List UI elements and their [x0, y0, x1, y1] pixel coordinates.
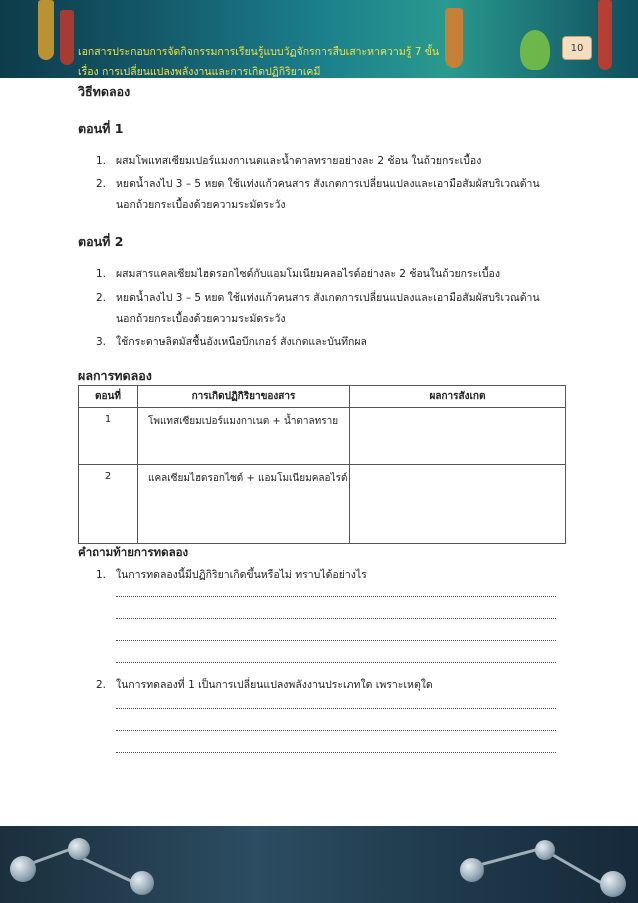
lab-glassware-decoration [598, 0, 612, 70]
table-row [79, 408, 566, 465]
results-heading: ผลการทดลอง [78, 368, 152, 383]
header-title-line1: เอกสารประกอบการจัดกิจกรรมการเรียนรู้แบบวัฏจักรการสืบเสาะหาความรู้ 7 ขั้น [78, 46, 440, 58]
part2-step-2-continued: นอกถ้วยกระเบื้องด้วยความระมัดระวัง [116, 313, 286, 325]
step-number: 3. [96, 336, 107, 348]
table-row [79, 465, 566, 544]
header-title-line2: เรื่อง การเปลี่ยนแปลงพลังงานและการเกิดปฏิกิริยาเคมี [78, 66, 321, 78]
part2-step-3 [96, 333, 367, 350]
lab-glassware-decoration [520, 30, 550, 70]
molecule-decoration [460, 858, 484, 882]
part1-heading: ตอนที่ 1 [78, 121, 124, 136]
cell-part: 2 [79, 465, 138, 544]
procedure-heading: วิธีทดลอง [78, 84, 131, 99]
question-text: ในการทดลองที่ 1 เป็นการเปลี่ยนแปลงพลังงานประเภทใด เพราะเหตุใด [116, 679, 433, 691]
part2-step-1 [96, 265, 500, 282]
question-number: 1. [96, 569, 107, 581]
page-header [0, 0, 638, 78]
answer-line[interactable] [116, 752, 556, 753]
part1-step-2 [96, 175, 540, 192]
step-number: 1. [96, 268, 107, 280]
part1-step-2-continued: นอกถ้วยกระเบื้องด้วยความระมัดระวัง [116, 199, 286, 211]
answer-line[interactable] [116, 640, 556, 641]
molecule-decoration [68, 838, 90, 860]
question-2 [96, 676, 433, 693]
cell-observation[interactable] [350, 465, 566, 544]
question-1 [96, 566, 367, 583]
question-number: 2. [96, 679, 107, 691]
step-text: หยดน้ำลงไป 3 – 5 หยด ใช้แท่งแก้วคนสาร สังเกตการเปลี่ยนแปลงและเอามือสัมผัสบริเวณด้าน [116, 178, 540, 190]
cell-part: 1 [79, 408, 138, 465]
lab-glassware-decoration [60, 10, 74, 65]
step-number: 1. [96, 155, 107, 167]
answer-line[interactable] [116, 730, 556, 731]
answer-line[interactable] [116, 708, 556, 709]
molecule-decoration [600, 871, 626, 897]
question-text: ในการทดลองนี้มีปฏิกิริยาเกิดขึ้นหรือไม่ ทราบได้อย่างไร [116, 569, 367, 581]
cell-reaction: แคลเซียมไฮดรอกไซด์ + แอมโมเนียมคลอไรด์ [138, 465, 350, 544]
lab-glassware-decoration [445, 8, 463, 68]
page-footer [0, 826, 638, 903]
molecule-decoration [10, 856, 36, 882]
molecule-decoration [130, 871, 154, 895]
answer-line[interactable] [116, 618, 556, 619]
answer-line[interactable] [116, 596, 556, 597]
step-text: ผสมโพแทสเซียมเปอร์แมงกาเนตและน้ำตาลทรายอย่างละ 2 ช้อน ในถ้วยกระเบื้อง [116, 155, 482, 167]
step-number: 2. [96, 178, 107, 190]
molecule-decoration [535, 840, 555, 860]
part2-heading: ตอนที่ 2 [78, 234, 124, 249]
cell-observation[interactable] [350, 408, 566, 465]
results-table [78, 385, 566, 544]
cell-reaction: โพแทสเซียมเปอร์แมงกาเนต + น้ำตาลทราย [138, 408, 350, 465]
questions-heading: คำถามท้ายการทดลอง [78, 545, 189, 559]
lab-glassware-decoration [38, 0, 54, 60]
part1-step-1 [96, 152, 481, 169]
column-header-reaction: การเกิดปฏิกิริยาของสาร [138, 386, 350, 408]
answer-line[interactable] [116, 662, 556, 663]
step-number: 2. [96, 292, 107, 304]
step-text: ผสมสารแคลเซียมไฮดรอกไซด์กับแอมโมเนียมคลอไรด์อย่างละ 2 ช้อนในถ้วยกระเบื้อง [116, 268, 500, 280]
page-number: 10 [562, 36, 592, 60]
column-header-part: ตอนที่ [79, 386, 138, 408]
part2-step-2 [96, 289, 540, 306]
table-header-row [79, 386, 566, 408]
column-header-observation: ผลการสังเกต [350, 386, 566, 408]
step-text: ใช้กระดาษลิตมัสชื้นอังเหนือบีกเกอร์ สังเกตและบันทึกผล [116, 336, 367, 348]
step-text: หยดน้ำลงไป 3 – 5 หยด ใช้แท่งแก้วคนสาร สังเกตการเปลี่ยนแปลงและเอามือสัมผัสบริเวณด้าน [116, 292, 540, 304]
